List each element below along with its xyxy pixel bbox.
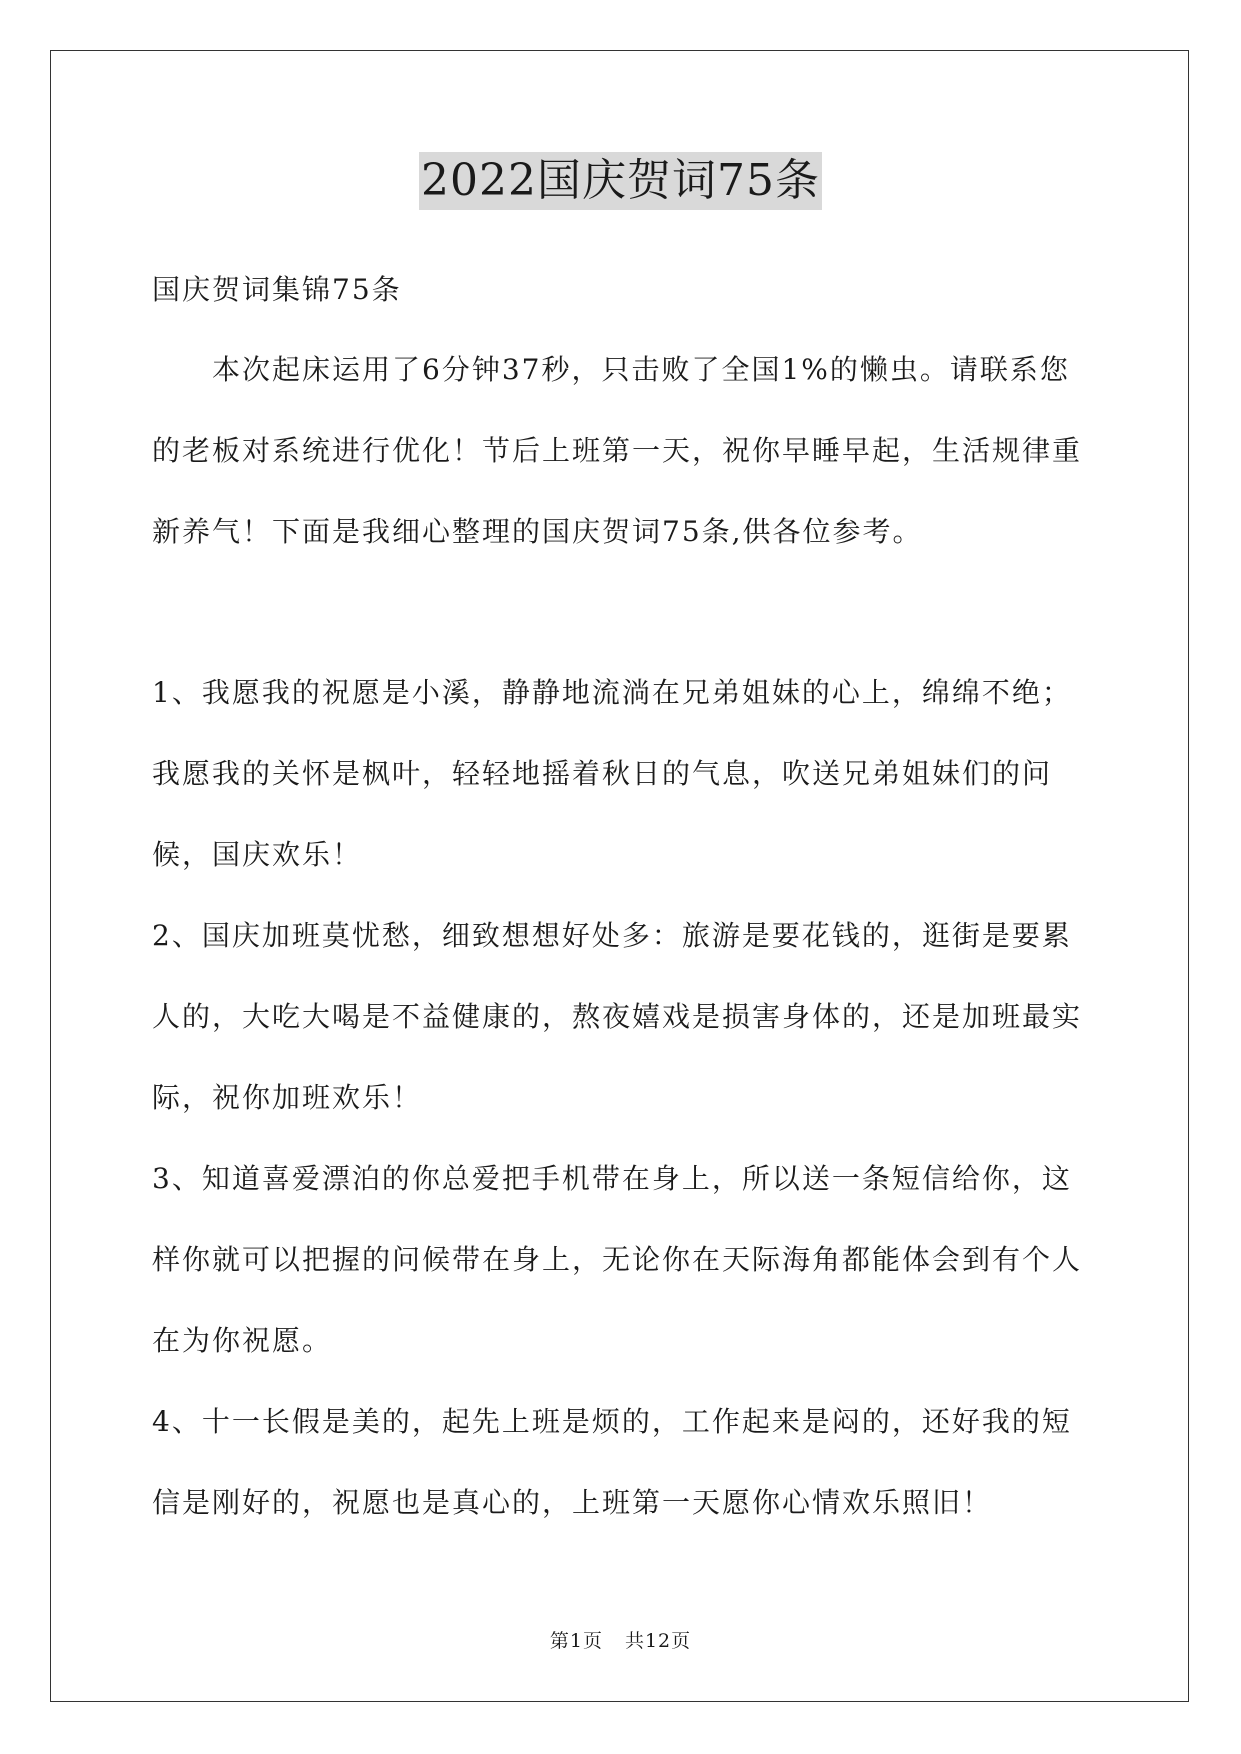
title-container bbox=[0, 152, 1241, 210]
page-number-current: 第1页 bbox=[549, 1630, 603, 1652]
page-footer bbox=[0, 1626, 1241, 1653]
greeting-list bbox=[152, 652, 1097, 1543]
page-number-total: 共12页 bbox=[624, 1630, 692, 1652]
document-title: 2022国庆贺词75条 bbox=[419, 152, 822, 210]
document-subtitle: 国庆贺词集锦75条 bbox=[152, 273, 402, 306]
greeting-item-2: 2、国庆加班莫忧愁，细致想想好处多：旅游是要花钱的，逛街是要累人的，大吃大喝是不益健康的，熬夜嬉戏是损害身体的，还是加班最实际，祝你加班欢乐！ bbox=[152, 919, 1083, 1114]
intro-paragraph: 本次起床运用了6分钟37秒，只击败了全国1%的懒虫。请联系您的老板对系统进行优化！节后上班第一天，祝你早睡早起，生活规律重新养气！下面是我细心整理的国庆贺词75条,供各位参考。 bbox=[152, 353, 1083, 548]
greeting-item-1: 1、我愿我的祝愿是小溪，静静地流淌在兄弟姐妹的心上，绵绵不绝；我愿我的关怀是枫叶，轻轻地摇着秋日的气息，吹送兄弟姐妹们的问候，国庆欢乐！ bbox=[152, 676, 1072, 871]
greeting-item-4: 4、十一长假是美的，起先上班是烦的，工作起来是闷的，还好我的短信是刚好的，祝愿也是真心的，上班第一天愿你心情欢乐照旧！ bbox=[152, 1405, 1072, 1519]
greeting-item-3: 3、知道喜爱漂泊的你总爱把手机带在身上，所以送一条短信给你，这样你就可以把握的问候带在身上，无论你在天际海角都能体会到有个人在为你祝愿。 bbox=[152, 1162, 1083, 1357]
